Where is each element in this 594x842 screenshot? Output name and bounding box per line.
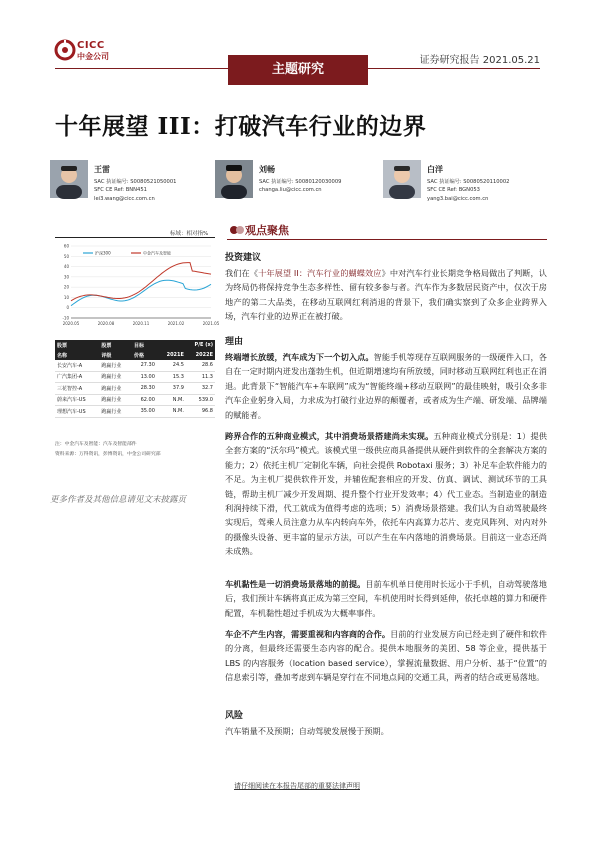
table-subheader: 评级 — [99, 350, 132, 360]
avatar — [383, 160, 421, 198]
table-row — [55, 371, 215, 383]
report-type-date: 证券研究报告 2021.05.21 — [419, 55, 540, 66]
table-source: 资料来源：万得资讯，彭博资讯，中金公司研究部 — [55, 452, 161, 457]
author-email[interactable]: yang3.bai@cicc.com.cn — [427, 196, 489, 202]
viewpoint-title: 观点聚焦 — [245, 224, 289, 237]
table-note: 注：中金汽车及智能：汽车及智能部件 — [55, 442, 137, 447]
y-tick-label: 40 — [63, 264, 69, 270]
pe-2022: 96.8 — [186, 406, 215, 418]
cicc-logo — [55, 40, 125, 62]
target-price: 27.30 — [132, 360, 157, 371]
target-price: 35.00 — [132, 406, 157, 418]
table-row — [55, 383, 215, 395]
rating: 跑赢行业 — [99, 383, 132, 395]
report-title: 十年展望 III：打破汽车行业的边界 — [55, 113, 427, 140]
table-header: P/E (x) — [157, 340, 215, 350]
pe-2022: 539.0 — [186, 394, 215, 406]
pe-2021: 37.9 — [157, 383, 186, 395]
table-header: 股票 — [99, 340, 132, 350]
pe-2021: 15.3 — [157, 371, 186, 383]
table-row — [55, 360, 215, 371]
author-sfc: SFC CE Ref: BNN451 — [94, 187, 147, 193]
chart-top-rule — [55, 237, 215, 238]
section-heading: 理由 — [225, 337, 244, 347]
report-tag: 主题研究 — [228, 55, 368, 85]
table-subheader: 2021E — [157, 350, 186, 360]
author-card — [383, 160, 553, 210]
table-header: 目标 — [132, 340, 157, 350]
x-tick-label: 2021.05 — [202, 321, 220, 326]
section-heading: 风险 — [225, 711, 244, 721]
rating: 跑赢行业 — [99, 360, 132, 371]
y-tick-label: 10 — [63, 294, 69, 300]
target-price: 28.30 — [132, 383, 157, 395]
author-email[interactable]: lei3.wang@cicc.com.cn — [94, 196, 155, 202]
target-price: 62.00 — [132, 394, 157, 406]
target-price: 13.00 — [132, 371, 157, 383]
y-tick-label: 50 — [63, 253, 69, 259]
table-subheader: 价格 — [132, 350, 157, 360]
paragraph: 汽车销量不及预期；自动驾驶发展慢于预期。 — [225, 726, 389, 736]
table-header: 股票 — [55, 340, 99, 350]
paragraph: 跨界合作的五种商业模式，其中消费场景搭建尚未实现。五种商业模式分别是：1）提供全套方案的“沃尔玛”模式。该模式里一级供应商具备提供从硬件到软件的全套解决方案的能力；2）依托主机厂定制化车辆，向社会提供 Robotaxi 服务；3）补足车企软件能力的不足。为主机厂提供软件开发，并辅佐配套相应的开发、仿真、调试、测试环节的工具链，帮助主机厂减少开发周期、提升整个行业开发效率；4）代工业态。当制造业的制造利润持续下滑，代工就成为值得考虑的选项；5）消费场景搭建。我们认为自动驾驶最终实现后，驾乘人员注意力从车内转向车外，依托车内高算力芯片、麦克风阵列、对内对外的摄像头设备、更丰富的显示方法，可以产生在车内落地的消费场景。目前这一业态还尚未成熟。 — [225, 431, 547, 557]
cicc-logo-mark-icon — [55, 40, 75, 60]
y-tick-label: 0 — [66, 305, 69, 311]
avatar — [50, 160, 88, 198]
stock-name: 理想汽车-US — [55, 406, 99, 418]
stock-name: 三花智控-A — [55, 383, 99, 395]
stock-name: 蔚来汽车-US — [55, 394, 99, 406]
series-line-auto — [71, 263, 211, 301]
valuation-table — [55, 340, 215, 418]
x-tick-label: 2021.02 — [167, 321, 185, 326]
avatar — [215, 160, 253, 198]
author-card — [215, 160, 385, 210]
perf-label: 标域：相对指% — [170, 231, 209, 237]
rating: 跑赢行业 — [99, 406, 132, 418]
x-tick-label: 2020.08 — [97, 321, 115, 326]
paragraph: 车企不产生内容，需要重视和内容商的合作。目前的行业发展方向已经走到了硬件和软件的分离，但最终还需要生态内容的配合。提供本地服务的美团、58 等企业，提供基于 LBS 的内容服务（location based service），掌握流量数据、用户分析、基于“位置”的信息索引等，叠加考虑到车辆是穿行在不同地点间的交通工具，两者的结合或更易落地。 — [225, 629, 547, 683]
viewpoint-header — [227, 222, 547, 242]
stock-name: 广汽集团-A — [55, 371, 99, 383]
viewpoint-rule — [227, 239, 547, 240]
author-name: 白洋 — [427, 165, 443, 174]
y-tick-label: 60 — [63, 243, 69, 249]
author-name: 刘畅 — [259, 165, 275, 174]
author-sac: SAC 执证编号: S0080520110002 — [427, 179, 510, 185]
stock-name: 长安汽车-A — [55, 360, 99, 371]
performance-chart — [55, 240, 220, 330]
author-sac: SAC 执证编号: S0080521050001 — [94, 179, 177, 185]
y-tick-label: 20 — [63, 284, 69, 290]
author-card — [50, 160, 220, 210]
bullet-icon — [236, 226, 244, 234]
paragraph: 终端增长放缓，汽车成为下一个切入点。智能手机等现存互联网服务的一级硬件入口，各自在一定时期内迸发出蓬勃生机，但近期增速均有所放缓，同时移动互联网红利也正在消退。此背景下“智能汽车+车联网”成为“智能终端+移动互联网”的最佳映射，吸引众多非汽车企业躬身入局，力求成为打破行业边界的颠覆者，或者成为生产端、研发端、品牌端的赋能者。 — [225, 352, 547, 420]
legend-label: 沪深300 — [95, 250, 111, 256]
pe-2021: N.M. — [157, 406, 186, 418]
x-tick-label: 2020.05 — [62, 321, 80, 326]
legend-label: 中金汽车及智能 — [143, 250, 171, 256]
table-row — [55, 394, 215, 406]
pe-2022: 11.3 — [186, 371, 215, 383]
more-authors-note: 更多作者及其他信息请见文末披露页 — [50, 495, 187, 505]
pe-2021: N.M. — [157, 394, 186, 406]
logo-text-en: CICC — [77, 40, 105, 51]
pe-2021: 24.5 — [157, 360, 186, 371]
table-row — [55, 406, 215, 418]
series-line-hs300 — [71, 280, 211, 306]
legal-notice-link[interactable]: 请仔细阅读在本报告尾部的重要法律声明 — [234, 782, 360, 790]
author-sac: SAC 执证编号: S0080120030009 — [259, 179, 342, 185]
author-email[interactable]: changa.liu@cicc.com.cn — [259, 187, 322, 193]
author-name: 王雷 — [94, 165, 110, 174]
table-subheader: 名称 — [55, 350, 99, 360]
y-tick-label: -10 — [62, 315, 69, 321]
pe-2022: 32.7 — [186, 383, 215, 395]
rating: 跑赢行业 — [99, 371, 132, 383]
paragraph: 车机黏性是一切消费场景落地的前提。目前车机单日使用时长远小于手机，自动驾驶落地后，我们预计车辆将真正成为第三空间，车机使用时长得到延伸，依托卓越的算力和硬件配置，车机黏性超过手机成为大概率事件。 — [225, 579, 547, 618]
pe-2022: 28.6 — [186, 360, 215, 371]
paragraph: 我们在《十年展望 II：汽车行业的蝴蝶效应》中对汽车行业长期竞争格局做出了判断，认为终局仍将保持竞争生态多样性、留有较多参与者。汽车作为多数居民资产中，仅次于房地产的第二大品类，在移动互联网红利消退的背景下，我们确实察到了众多企业跨界入场，汽车行业的边界正在被打破。 — [225, 268, 547, 322]
report-link[interactable]: 十年展望 II：汽车行业的蝴蝶效应 — [258, 268, 382, 278]
y-tick-label: 30 — [63, 274, 69, 280]
author-sfc: SFC CE Ref: BGN053 — [427, 187, 480, 193]
logo-text-cn: 中金公司 — [77, 52, 109, 61]
section-heading: 投资建议 — [225, 253, 262, 263]
table-subheader: 2022E — [186, 350, 215, 360]
rating: 跑赢行业 — [99, 394, 132, 406]
x-tick-label: 2020.11 — [132, 321, 150, 326]
